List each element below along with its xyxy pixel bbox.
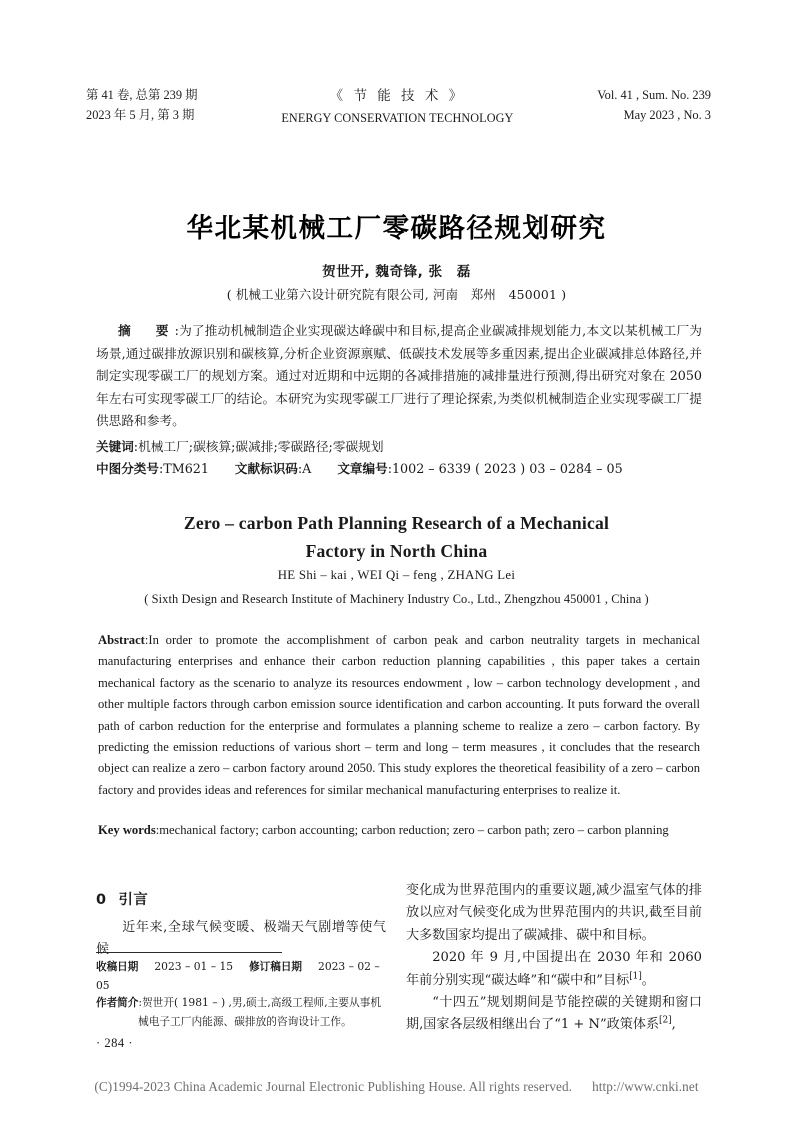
journal-volume-block-en <box>597 86 711 126</box>
citation-ref: [2] <box>659 1016 672 1027</box>
section-title: 引言 <box>118 892 149 908</box>
journal-date-cn: 2023 年 5 月, 第 3 期 <box>86 108 195 123</box>
keywords-cn-text: 机械工厂;碳核算;碳减排;零碳路径;零碳规划 <box>138 439 384 454</box>
journal-name-block <box>198 86 598 128</box>
keywords-en-sep: : <box>155 823 160 837</box>
author-bio-line1: 贺世开( 1981 – ) ,男,硕士,高级工程师,主要从事机 <box>141 996 382 1010</box>
copyright-text: (C)1994-2023 China Academic Journal Electronic Publishing House. All rights reserved. <box>94 1079 573 1094</box>
revised-date-label: 修订稿日期 <box>249 961 303 973</box>
paragraph: 变化成为世界范围内的重要议题,减少温室气体的排放以应对气候变化成为世界范围内的共识,截至目前大多数国家均提出了碳减排、碳中和目标。 <box>406 883 702 943</box>
article-number-label: 文章编号 <box>337 461 388 476</box>
page-number: · 284 · <box>96 1036 134 1050</box>
keywords-cn <box>96 436 702 458</box>
keywords-en <box>98 820 700 841</box>
footnote-dates <box>96 958 388 994</box>
section-number: 0 <box>96 892 107 908</box>
paragraph <box>406 947 702 992</box>
received-date-value: 2023 – 01 – 15 <box>154 960 234 973</box>
revised-date-value: 2023 – 02 – 05 <box>96 960 380 992</box>
authors-en: HE Shi – kai , WEI Qi – feng , ZHANG Lei <box>277 568 516 582</box>
journal-volume-en: Vol. 41 , Sum. No. 239 <box>597 88 711 102</box>
section-heading-introduction <box>96 888 386 909</box>
copyright-footer <box>0 1079 793 1095</box>
document-code-value: :A <box>297 461 312 476</box>
author-bio-line2: 械电子工厂内能源、碳排放的咨询设计工作。 <box>138 1014 352 1028</box>
journal-volume-cn: 第 41 卷, 总第 239 期 <box>86 88 198 102</box>
journal-volume-block <box>86 86 198 126</box>
abstract-cn-sep: : <box>174 323 179 338</box>
keywords-cn-sep: : <box>133 439 139 454</box>
cnki-url: http://www.cnki.net <box>592 1079 699 1094</box>
paragraph-tail: 。 <box>641 972 655 988</box>
authors-cn: 贺世开, 魏奇锋, 张 磊 <box>322 264 471 280</box>
keywords-cn-label: 关键词 <box>96 439 134 454</box>
paragraph-text: “十四五”规划期间是节能控碳的关键期和窗口期,国家各层级相继出台了“1 + N”政策体系 <box>406 995 702 1033</box>
affiliation-cn: ( 机械工业第六设计研究院有限公司, 河南 郑州 450001 ) <box>226 287 567 302</box>
page-title-en-line1: Zero – carbon Path Planning Research of a Mechanical <box>183 512 610 533</box>
keywords-en-text: mechanical factory; carbon accounting; carbon reduction; zero – carbon path; zero – carbon planning <box>159 823 669 837</box>
paragraph-text: 2020 年 9 月,中国提出在 2030 年和 2060 年前分别实现“碳达峰”和“碳中和”目标 <box>406 950 702 988</box>
clc-label: 中图分类号 <box>96 461 159 476</box>
received-date-label: 收稿日期 <box>96 961 139 973</box>
author-bio-sep: : <box>138 996 142 1010</box>
abstract-cn <box>96 320 702 433</box>
footnote-block <box>96 958 388 1030</box>
body-column-right <box>406 880 702 1037</box>
footnote-divider <box>96 952 282 953</box>
author-bio-label: 作者简介 <box>96 997 139 1010</box>
abstract-en-sep: : <box>144 633 149 647</box>
journal-date-en: May 2023 , No. 3 <box>623 108 711 123</box>
page-title-cn: 华北某机械工厂零碳路径规划研究 <box>186 212 607 244</box>
abstract-en-label: Abstract <box>98 633 145 647</box>
abstract-en <box>98 630 700 801</box>
paragraph-tail: , <box>671 1017 676 1033</box>
classification-row <box>96 458 702 480</box>
journal-name-en: ENERGY CONSERVATION TECHNOLOGY <box>281 110 514 125</box>
clc-value: :TM621 <box>158 461 209 476</box>
article-number-value: :1002 – 6339 ( 2023 ) 03 – 0284 – 05 <box>387 461 623 476</box>
page-title-en-line2: Factory in North China <box>305 540 488 561</box>
abstract-cn-text: 为了推动机械制造企业实现碳达峰碳中和目标,提高企业碳减排规划能力,本文以某机械工厂为场景,通过碳排放源识别和碳核算,分析企业资源禀赋、低碳技术发展等多重因素,提出企业碳减排总体路径,并制定实现零碳工厂的规划方案。通过对近期和中远期的各减排措施的减排量进行预测,得出研究对象在 2050 年左右可实现零碳工厂的结论。本研究为实现零碳工厂进行了理论探索,为类似机械制造企业实现零碳工厂提供思路和参考。 <box>96 323 702 429</box>
affiliation-en: ( Sixth Design and Research Institute of Machinery Industry Co., Ltd., Zhengzhou 450001 , China ) <box>144 592 649 606</box>
journal-header <box>86 86 711 128</box>
journal-name-cn: 《 节 能 技 术 》 <box>329 88 466 104</box>
abstract-en-text: In order to promote the accomplishment of carbon peak and carbon neutrality targets in mechanical manufacturing enterprises and enhance their carbon reduction planning capabilities , this paper takes a certain mechanical factory as the scenario to analyze its resources endowment , low – carbon technology development , and other multiple factors through carbon emission source identification and carbon accounting. It puts forward the overall path of carbon reduction for the enterprise and formulates a planning scheme to realize a zero – carbon factory. By predicting the emission reductions of various short – term and long – term measures , it concludes that the research object can realize a zero – carbon factory around 2050. This study explores the theoretical feasibility of a zero – carbon factory and provides ideas and references for similar mechanical manufacturing enterprises to realize it. <box>98 633 700 797</box>
paragraph <box>406 992 702 1037</box>
abstract-cn-label: 摘 要 <box>118 323 175 338</box>
footnote-author-bio <box>96 994 388 1030</box>
citation-ref: [1] <box>629 971 642 982</box>
paragraph: 近年来,全球气候变暖、极端天气剧增等使气候 <box>96 920 386 958</box>
page-title-en <box>120 509 673 565</box>
body-column-left <box>96 888 386 962</box>
document-code-label: 文献标识码 <box>234 461 298 476</box>
keywords-en-label: Key words <box>98 823 156 837</box>
